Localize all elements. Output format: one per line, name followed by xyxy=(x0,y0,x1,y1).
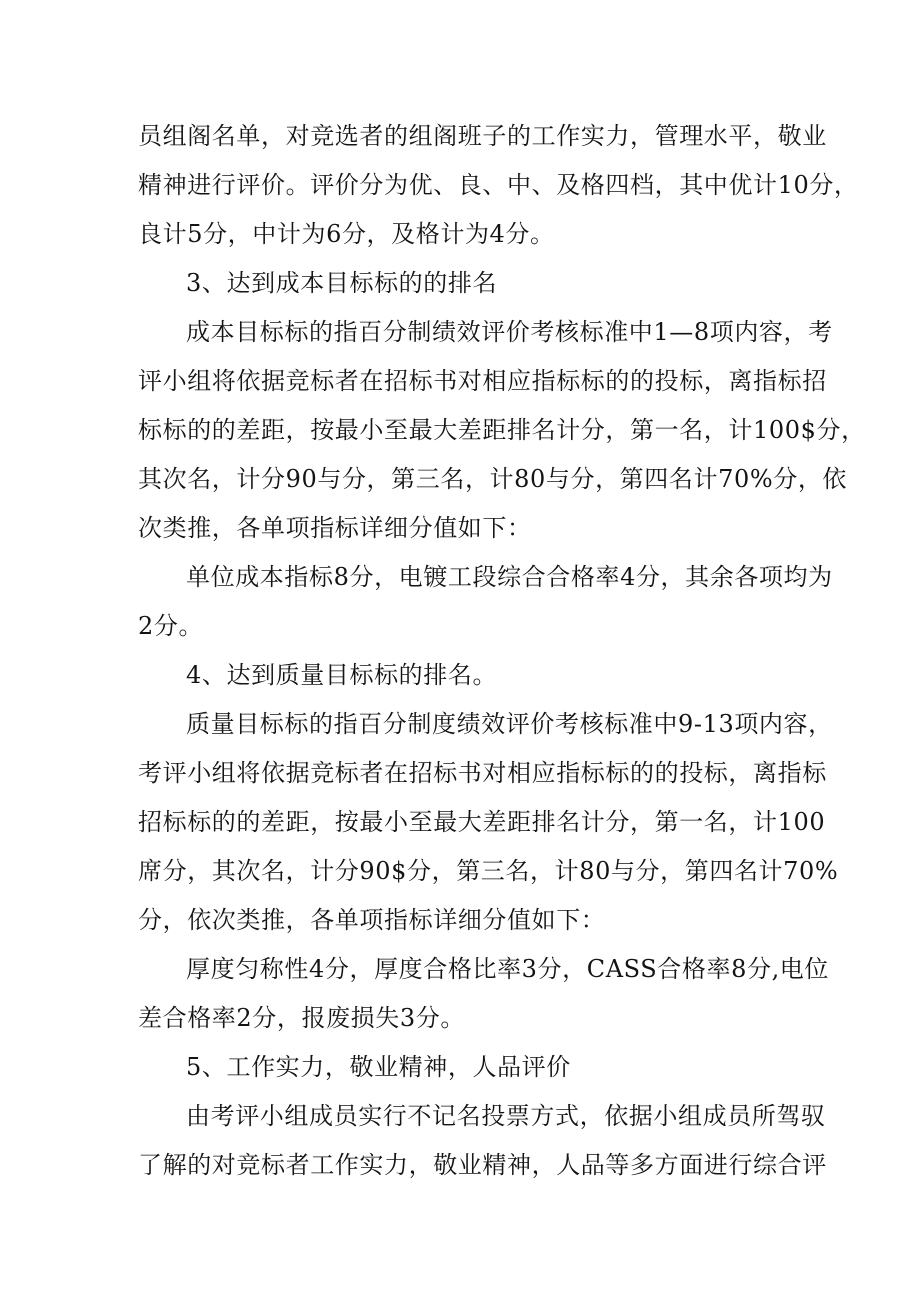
text-line: 考评小组将依据竞标者在招标书对相应指标标的的投标，离指标 xyxy=(138,759,827,787)
paragraph-first-line: 质量目标标的指百分制度绩效评价考核标准中9-13项内容， xyxy=(186,710,833,738)
section-heading: 5、工作实力，敬业精神，人品评价 xyxy=(186,1053,571,1081)
text-line: 员组阁名单，对竞选者的组阁班子的工作实力，管理水平，敬业 xyxy=(138,122,827,150)
paragraph-first-line: 由考评小组成员实行不记名投票方式，依据小组成员所驾驭 xyxy=(186,1102,826,1130)
text-line: 次类推，各单项指标详细分值如下： xyxy=(138,514,532,542)
text-line: 分，依次类推，各单项指标详细分值如下： xyxy=(138,906,606,934)
text-line: 良计5分，中计为6分，及格计为4分。 xyxy=(138,220,555,248)
paragraph-first-line: 成本目标标的指百分制绩效评价考核标准中1—8项内容，考 xyxy=(186,318,833,346)
text-line: 标标的的差距，按最小至最大差距排名计分，第一名，计100$分， xyxy=(138,416,866,444)
text-line: 评小组将依据竞标者在招标书对相应指标标的的投标，离指标招 xyxy=(138,367,827,395)
text-line: 招标标的的差距，按最小至最大差距排名计分，第一名，计100 xyxy=(138,808,826,836)
paragraph-first-line: 厚度匀称性4分，厚度合格比率3分，CASS合格率8分,电位 xyxy=(186,955,829,983)
paragraph-first-line: 单位成本指标8分，电镀工段综合合格率4分，其余各项均为 xyxy=(186,563,833,591)
text-line: 差合格率2分，报废损失3分。 xyxy=(138,1004,465,1032)
section-heading: 3、达到成本目标标的的排名 xyxy=(186,269,498,297)
text-line: 了解的对竞标者工作实力，敬业精神，人品等多方面进行综合评 xyxy=(138,1151,827,1179)
text-line: 2分。 xyxy=(138,612,204,640)
text-line: 精神进行评价。评价分为优、良、中、及格四档，其中优计10分， xyxy=(138,171,859,199)
text-line: 席分，其次名，计分90$分，第三名，计80与分，第四名计70% xyxy=(138,857,839,885)
text-line: 其次名，计分90与分，第三名，计80与分，第四名计70%分，依 xyxy=(138,465,848,493)
section-heading: 4、达到质量目标标的排名。 xyxy=(186,661,498,689)
